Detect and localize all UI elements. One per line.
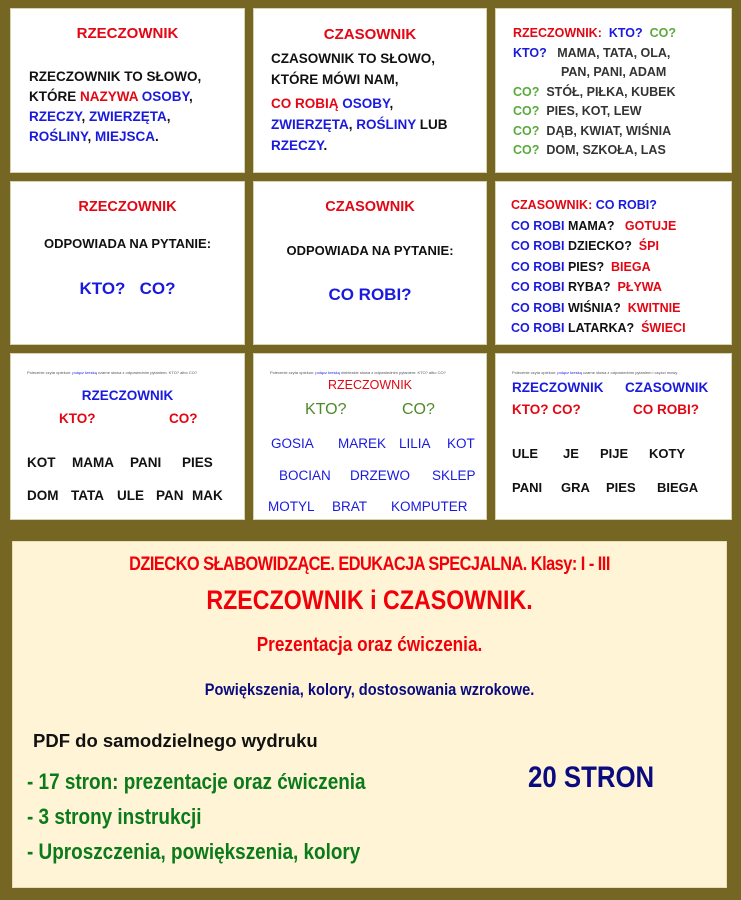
word: MAMA bbox=[72, 455, 114, 470]
word: MAREK bbox=[338, 436, 387, 451]
product-subtitle: Prezentacja oraz ćwiczenia. bbox=[256, 634, 483, 656]
example-line: CO? PIES, KOT, LEW bbox=[513, 104, 642, 118]
example-line: CO ROBI RYBA? PŁYWA bbox=[511, 280, 662, 294]
example-line: CO? DOM, SZKOŁA, LAS bbox=[513, 143, 666, 157]
examples-list bbox=[513, 24, 676, 161]
word: LILIA bbox=[399, 436, 431, 451]
line: KTÓRE MÓWI NAM, bbox=[271, 72, 399, 87]
instruction-text: Polecenie czyta opiekun: połącz kreską czarne słowa z odpowiednim pytaniem: KTO? albo CO? bbox=[27, 370, 198, 375]
card-subtitle: ODPOWIADA NA PYTANIE: bbox=[286, 243, 454, 258]
definition-text bbox=[29, 67, 201, 147]
word: GRA bbox=[561, 480, 590, 495]
word: MAK bbox=[192, 488, 223, 503]
card-title: RZECZOWNIK bbox=[78, 199, 177, 215]
word: KOT bbox=[27, 455, 56, 470]
card-exercise-1 bbox=[10, 353, 245, 520]
word: BOCIAN bbox=[279, 468, 331, 483]
card-rzeczownik-definition bbox=[10, 8, 245, 173]
title-czasownik: CZASOWNIK bbox=[625, 380, 709, 395]
card-title: CZASOWNIK bbox=[323, 26, 417, 43]
example-line: CO ROBI LATARKA? ŚWIECI bbox=[511, 321, 686, 335]
example-line: CO ROBI PIES? BIEGA bbox=[511, 259, 651, 274]
card-exercise-3 bbox=[495, 353, 732, 520]
word: ULE bbox=[117, 488, 144, 503]
word: ULE bbox=[512, 446, 538, 461]
question-kto-co: KTO? CO? bbox=[512, 402, 581, 417]
word: PANI bbox=[512, 480, 543, 495]
title-rzeczownik: RZECZOWNIK bbox=[512, 380, 604, 395]
answer-text: CO ROBI? bbox=[328, 285, 412, 304]
word: MOTYL bbox=[268, 499, 315, 514]
page-count: 20 STRON bbox=[528, 761, 655, 794]
word: KOMPUTER bbox=[391, 499, 468, 514]
header-line: RZECZOWNIK: KTO? CO? bbox=[513, 26, 676, 40]
example-line: KTO? MAMA, TATA, OLA, bbox=[513, 45, 671, 60]
line: ZWIERZĘTA, ROŚLINY LUB bbox=[271, 117, 448, 132]
question-co: CO? bbox=[402, 401, 435, 418]
example-line: CO? STÓŁ, PIŁKA, KUBEK bbox=[513, 84, 676, 99]
instruction-text: Polecenie czyta opiekun: połącz kreską czarne słowa z odpowiednim pytaniem i części mowy. bbox=[512, 370, 679, 375]
example-line: PAN, PANI, ADAM bbox=[561, 65, 667, 79]
word: GOSIA bbox=[271, 436, 314, 451]
word: PAN bbox=[156, 488, 184, 503]
example-line: CO? DĄB, KWIAT, WIŚNIA bbox=[513, 123, 672, 138]
bullet-list bbox=[27, 764, 366, 869]
word: SKLEP bbox=[432, 468, 476, 483]
product-info-panel bbox=[12, 541, 727, 888]
word: PIES bbox=[606, 480, 636, 495]
examples-list bbox=[511, 195, 686, 339]
example-line: CO ROBI WIŚNIA? KWITNIE bbox=[511, 300, 681, 315]
bullet-item: - 17 stron: prezentacje oraz ćwiczenia bbox=[27, 769, 366, 794]
word: DOM bbox=[27, 488, 59, 503]
example-line: CO ROBI MAMA? GOTUJE bbox=[511, 218, 677, 233]
card-title: RZECZOWNIK bbox=[76, 25, 179, 42]
card-title: RZECZOWNIK bbox=[81, 388, 174, 403]
bullet-item: - Uproszczenia, powiększenia, kolory bbox=[27, 839, 361, 864]
word: BRAT bbox=[332, 499, 368, 514]
definition-text bbox=[271, 48, 448, 156]
word: KOTY bbox=[649, 446, 686, 461]
answer-text: KTO? CO? bbox=[79, 279, 176, 298]
card-title: CZASOWNIK bbox=[325, 199, 415, 215]
question-co-robi: CO ROBI? bbox=[633, 402, 699, 417]
card-title: RZECZOWNIK bbox=[327, 378, 413, 392]
line: ROŚLINY, MIEJSCA. bbox=[29, 129, 159, 144]
word: JE bbox=[563, 446, 579, 461]
bullet-item: - 3 strony instrukcji bbox=[27, 804, 202, 829]
word: PANI bbox=[130, 455, 162, 470]
line: KTÓRE NAZYWA OSOBY, bbox=[29, 89, 193, 104]
card-rzeczownik-question bbox=[10, 181, 245, 345]
word: BIEGA bbox=[657, 480, 699, 495]
line: RZECZY, ZWIERZĘTA, bbox=[29, 109, 171, 124]
card-czasownik-definition bbox=[253, 8, 487, 173]
card-czasownik-examples bbox=[495, 181, 732, 345]
audience-line: DZIECKO SŁABOWIDZĄCE. EDUKACJA SPECJALNA. Klasy: I - III bbox=[129, 554, 610, 575]
word: PIJE bbox=[600, 446, 629, 461]
line: RZECZY. bbox=[271, 138, 328, 153]
instruction-text: Polecenie czyta opiekun: połącz kreską niebieskie słowa z odpowiednim pytaniem: KTO? albo CO? bbox=[270, 370, 446, 375]
word: DRZEWO bbox=[350, 468, 410, 483]
line: CO ROBIĄ OSOBY, bbox=[271, 96, 394, 111]
word: KOT bbox=[447, 436, 475, 451]
word: PIES bbox=[182, 455, 213, 470]
line: RZECZOWNIK TO SŁOWO, bbox=[29, 69, 202, 84]
example-line: CO ROBI DZIECKO? ŚPI bbox=[511, 239, 659, 253]
question-co: CO? bbox=[169, 411, 198, 426]
card-subtitle: ODPOWIADA NA PYTANIE: bbox=[43, 236, 212, 251]
card-exercise-2 bbox=[253, 353, 487, 520]
line: CZASOWNIK TO SŁOWO, bbox=[271, 51, 435, 66]
word: TATA bbox=[71, 488, 104, 503]
features-line: Powiększenia, kolory, dostosowania wzrokowe. bbox=[204, 680, 535, 699]
pdf-line: PDF do samodzielnego wydruku bbox=[33, 730, 318, 751]
card-czasownik-question bbox=[253, 181, 487, 345]
card-rzeczownik-examples bbox=[495, 8, 732, 173]
header-line: CZASOWNIK: CO ROBI? bbox=[511, 198, 657, 212]
question-kto: KTO? bbox=[305, 401, 347, 418]
question-kto: KTO? bbox=[59, 411, 96, 426]
product-title: RZECZOWNIK i CZASOWNIK. bbox=[206, 585, 533, 615]
